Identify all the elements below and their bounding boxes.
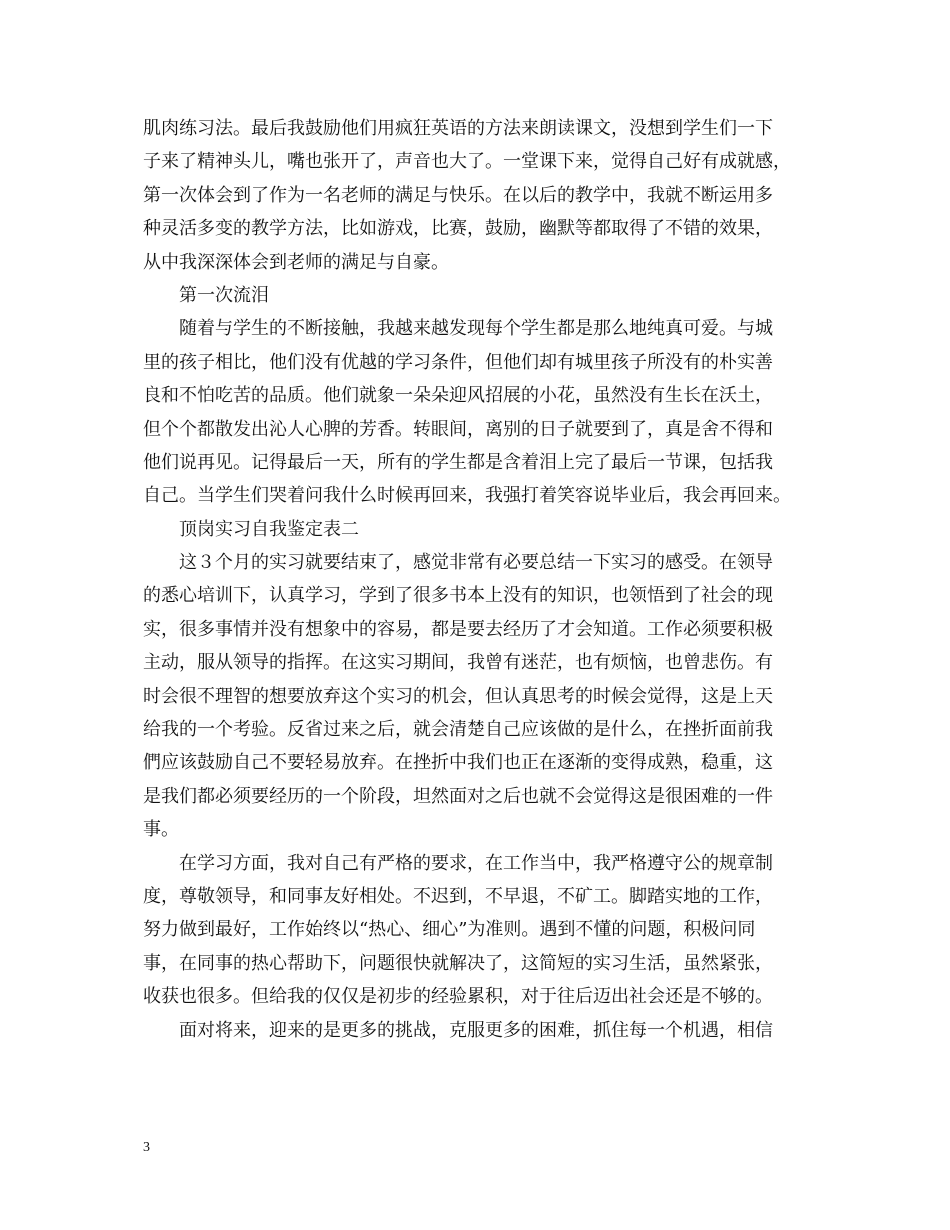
text-line: 实，很多事情并没有想象中的容易，都是要去经历了才会知道。工作必须要积极	[143, 618, 773, 640]
text-line: 主动，服从领导的指挥。在这实习期间，我曾有迷茫，也有烦恼，也曾悲伤。有	[143, 652, 773, 674]
text-line: 的悉心培训下，认真学习，学到了很多书本上没有的知识，也领悟到了社会的现	[143, 585, 773, 607]
text-line: 他们说再见。记得最后一天，所有的学生都是含着泪上完了最后一节课，包括我	[143, 451, 773, 473]
text-line: 肌肉练习法。最后我鼓励他们用疯狂英语的方法来朗读课文，没想到学生们一下	[143, 118, 773, 139]
text-line: 收获也很多。但给我的仅仅是初步的经验累积，对于往后迈出社会还是不够的。	[143, 986, 773, 1008]
body-text	[143, 112, 823, 1047]
paragraph-first-line: 在学习方面，我对自己有严格的要求，在工作当中，我严格遵守公的规章制	[179, 852, 773, 874]
section-heading: 顶岗实习自我鉴定表二	[179, 518, 359, 540]
text-line: 努力做到最好，工作始终以“热心、细心”为准则。遇到不懂的问题，积极问同	[143, 919, 756, 941]
text-line: 但个个都散发出沁人心脾的芳香。转眼间，离别的日子就要到了，真是舍不得和	[143, 418, 773, 440]
text-line: 度，尊敬领导，和同事友好相处。不迟到，不早退，不矿工。脚踏实地的工作，	[143, 885, 773, 907]
paragraph-first-line: 随着与学生的不断接触，我越来越发现每个学生都是那么地纯真可爱。与城	[179, 318, 773, 340]
text-line: 里的孩子相比，他们没有优越的学习条件，但他们却有城里孩子所没有的朴实善	[143, 351, 773, 373]
text-line: 第一次体会到了作为一名老师的满足与快乐。在以后的教学中，我就不断运用多	[143, 184, 773, 206]
text-line: 给我的一个考验。反省过来之后，就会清楚自己应该做的是什么，在挫折面前我	[143, 719, 773, 741]
text-line: 从中我深深体会到老师的满足与自豪。	[143, 251, 449, 273]
paragraph-first-line: 面对将来，迎来的是更多的挑战，克服更多的困难，抓住每一个机遇，相信	[179, 1019, 773, 1041]
text-line: 良和不怕吃苦的品质。他们就象一朵朵迎风招展的小花，虽然没有生长在沃土，	[143, 385, 773, 407]
text-line: 事，在同事的热心帮助下，问题很快就解决了，这简短的实习生活，虽然紧张，	[143, 952, 773, 974]
text-line: 是我们都必须要经历的一个阶段，坦然面对之后也就不会觉得这是很困难的一件	[143, 785, 773, 807]
text-line: 种灵活多变的教学方法，比如游戏，比赛，鼓励，幽默等都取得了不错的效果，	[143, 218, 773, 240]
text-line: 自己。当学生们哭着问我什么时候再回来，我强打着笑容说毕业后，我会再回来。	[143, 485, 791, 507]
text-line: 事。	[143, 819, 179, 841]
text-line: 时会很不理智的想要放弃这个实习的机会，但认真思考的时候会觉得，这是上天	[143, 685, 773, 707]
text-line: 子来了精神头儿，嘴也张开了，声音也大了。一堂课下来，觉得自己好有成就感，	[143, 151, 791, 173]
text-line: 們应该鼓励自己不要轻易放弃。在挫折中我们也正在逐渐的变得成熟，稳重，这	[143, 752, 773, 774]
section-heading: 第一次流泪	[179, 284, 269, 306]
paragraph-first-line: 这３个月的实习就要结束了，感觉非常有必要总结一下实习的感受。在领导	[179, 552, 773, 574]
page-number: 3	[143, 1140, 150, 1155]
